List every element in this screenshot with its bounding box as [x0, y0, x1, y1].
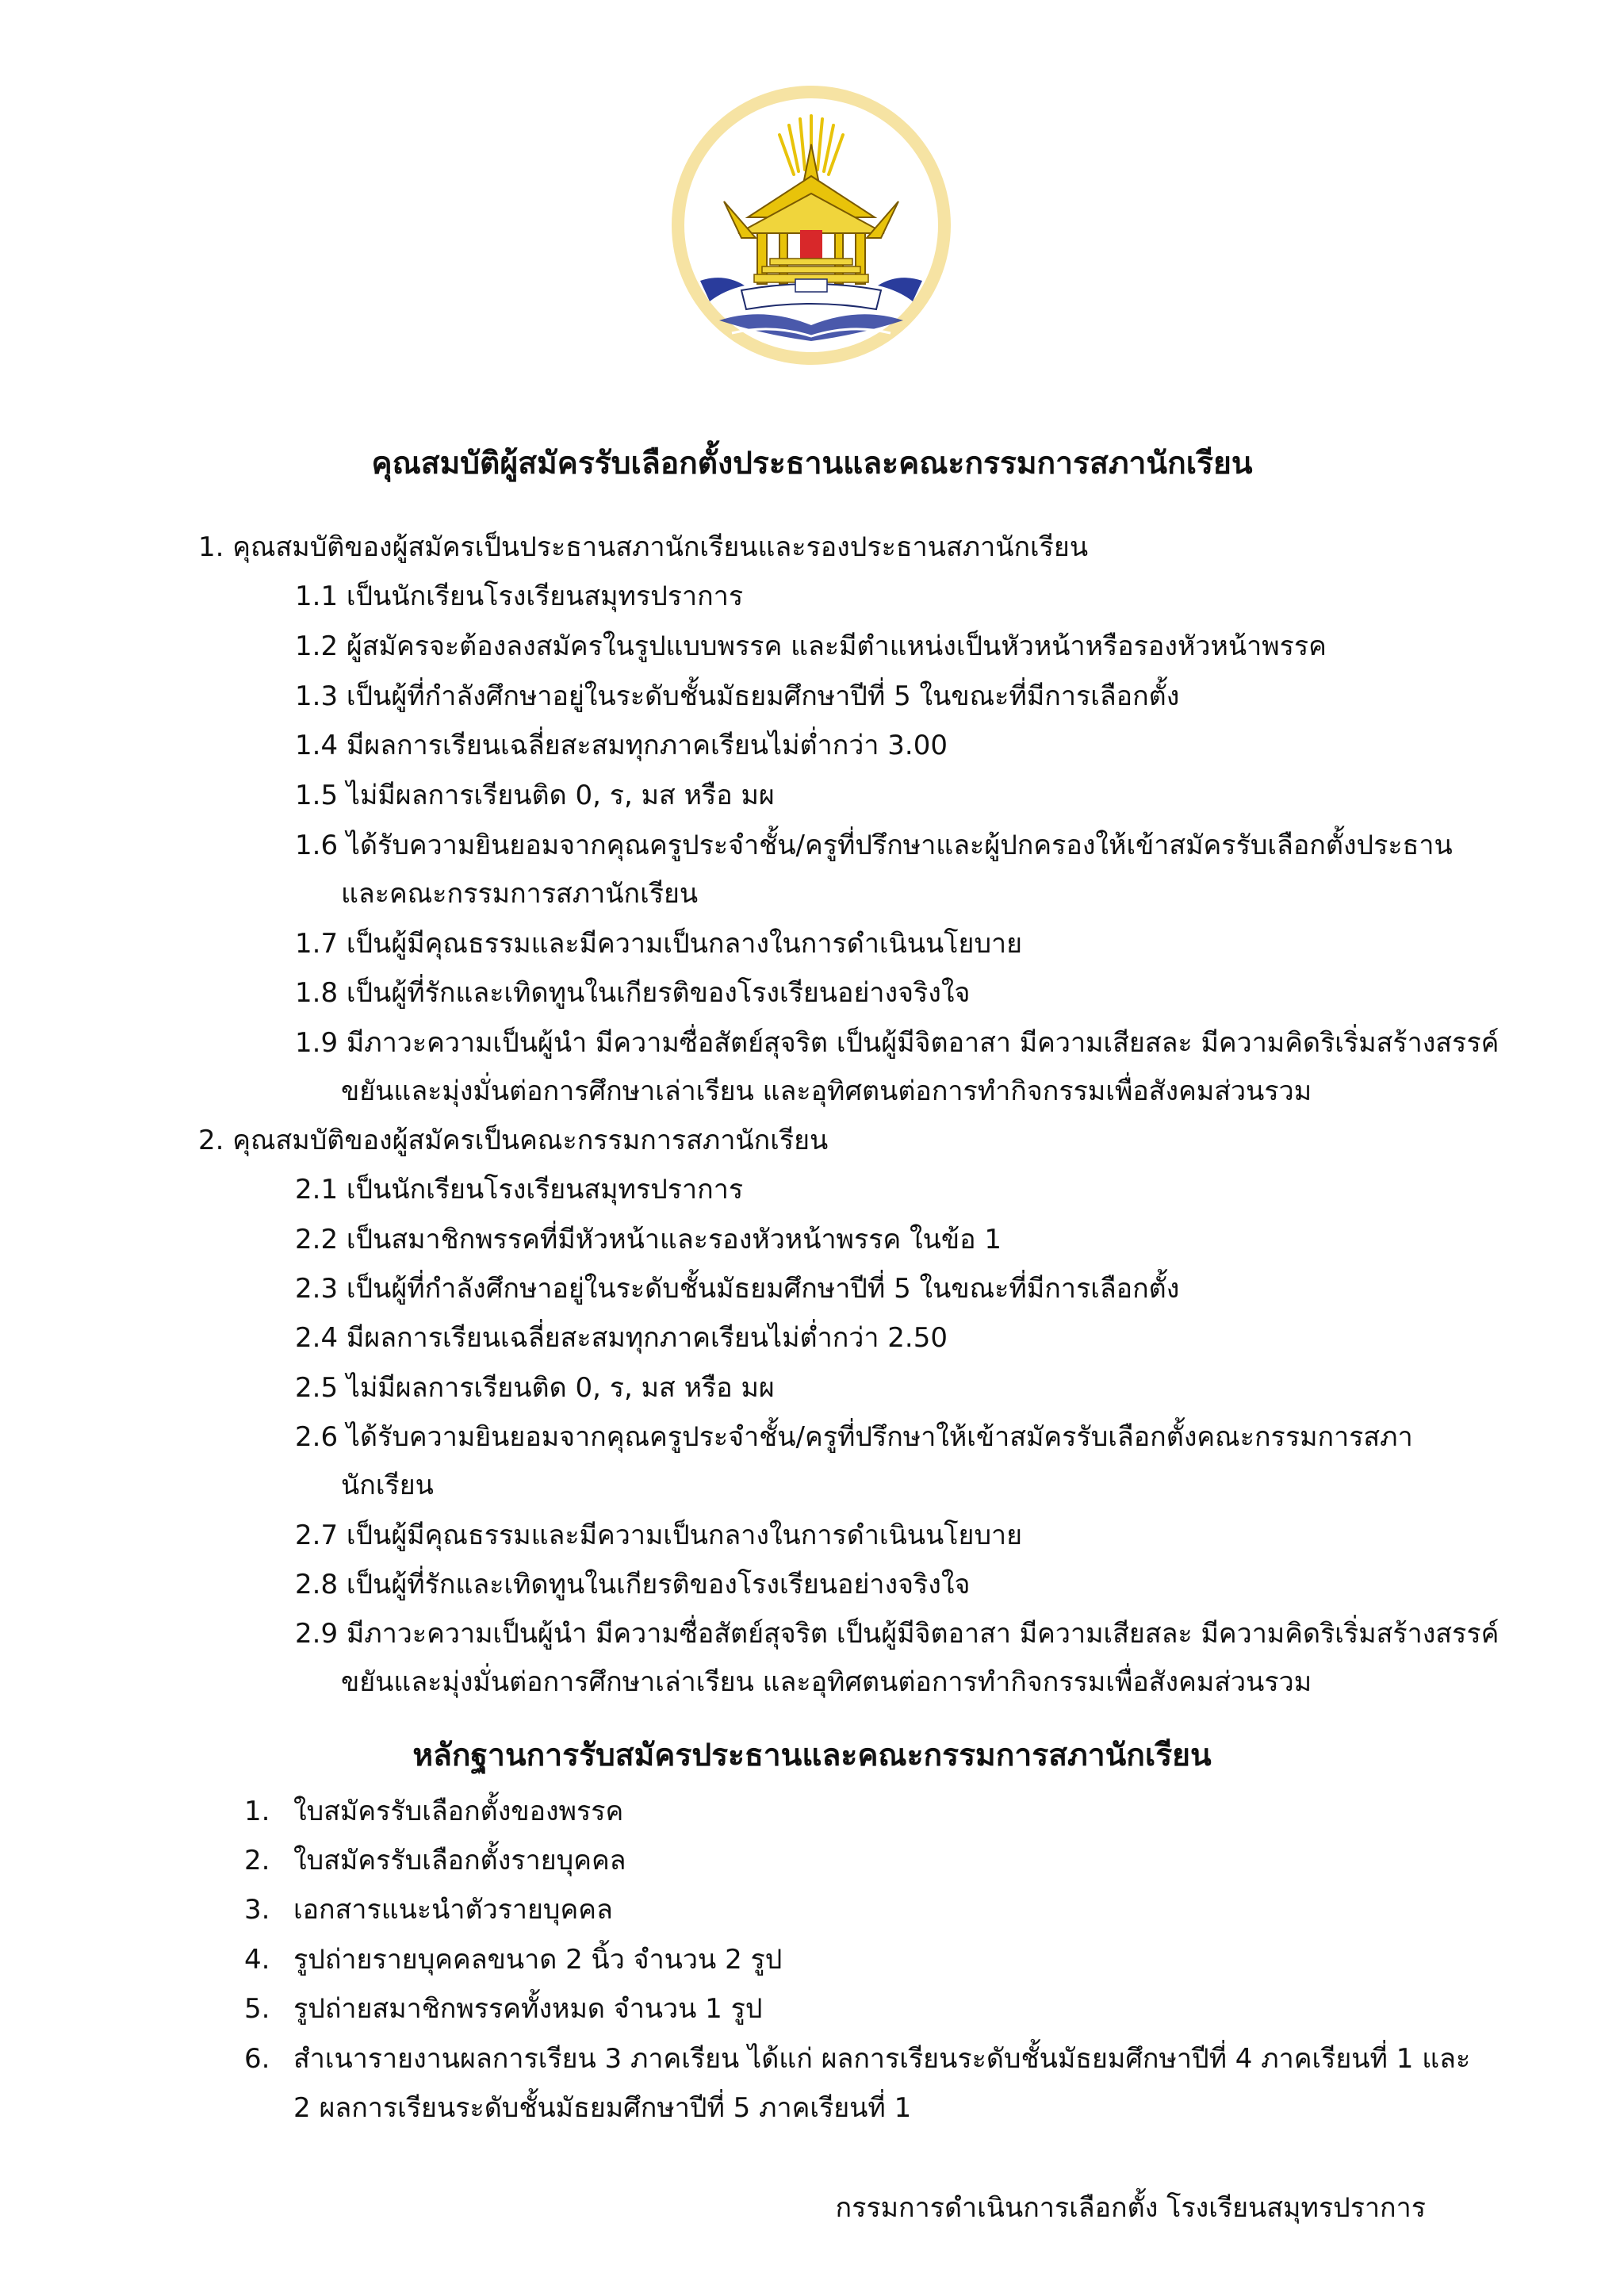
documents-item-1: [244, 1788, 623, 1835]
list-number: 6.: [244, 2043, 270, 2075]
part1-item-1-6-cont: และคณะกรรมการสภานักเรียน: [341, 878, 699, 910]
part2-item-2-6: 2.6 ได้รับความยินยอมจากคุณครูประจำชั้น/ครูที่ปรึกษาให้เข้าสมัครรับเลือกตั้งคณะกรรมการสภา: [295, 1421, 1413, 1453]
list-text: ใบสมัครรับเลือกตั้งรายบุคคล: [293, 1845, 626, 1876]
part2-item-2-4: 2.4 มีผลการเรียนเฉลี่ยสะสมทุกภาคเรียนไม่ต่ำกว่า 2.50: [295, 1322, 948, 1354]
documents-item-5: [244, 1985, 762, 2033]
part2-heading: 2. คุณสมบัติของผู้สมัครเป็นคณะกรรมการสภานักเรียน: [198, 1125, 829, 1156]
documents-item-4: [244, 1936, 782, 1984]
list-number: 1.: [244, 1796, 270, 1827]
part2-item-2-9-cont: ขยันและมุ่งมั่นต่อการศึกษาเล่าเรียน และอุทิศตนต่อการทำกิจกรรมเพื่อสังคมส่วนรวม: [341, 1666, 1312, 1698]
list-text: รูปถ่ายสมาชิกพรรคทั้งหมด จำนวน 1 รูป: [293, 1993, 763, 2025]
list-text: ใบสมัครรับเลือกตั้งของพรรค: [293, 1796, 624, 1827]
documents-item-2: [244, 1837, 626, 1884]
part1-item-1-3: 1.3 เป็นผู้ที่กำลังศึกษาอยู่ในระดับชั้นมัธยมศึกษาปีที่ 5 ในขณะที่มีการเลือกตั้ง: [295, 680, 1180, 712]
part2-item-2-5: 2.5 ไม่มีผลการเรียนติด 0, ร, มส หรือ มผ: [295, 1372, 775, 1404]
documents-item-3: [244, 1886, 613, 1934]
documents-title: หลักฐานการรับสมัครประธานและคณะกรรมการสภานักเรียน: [412, 1738, 1212, 1773]
part1-item-1-2: 1.2 ผู้สมัครจะต้องลงสมัครในรูปแบบพรรค และมีตำแหน่งเป็นหัวหน้าหรือรองหัวหน้าพรรค: [295, 631, 1327, 662]
list-number: 2.: [244, 1845, 270, 1876]
list-number: 4.: [244, 1944, 270, 1976]
part1-item-1-4: 1.4 มีผลการเรียนเฉลี่ยสะสมทุกภาคเรียนไม่ต่ำกว่า 3.00: [295, 730, 948, 761]
part1-item-1-9-cont: ขยันและมุ่งมั่นต่อการศึกษาเล่าเรียน และอุทิศตนต่อการทำกิจกรรมเพื่อสังคมส่วนรวม: [341, 1075, 1312, 1107]
part2-item-2-7: 2.7 เป็นผู้มีคุณธรรมและมีความเป็นกลางในการดำเนินนโยบาย: [295, 1520, 1023, 1551]
part1-item-1-8: 1.8 เป็นผู้ที่รักและเทิดทูนในเกียรติของโรงเรียนอย่างจริงใจ: [295, 977, 971, 1009]
list-number: 3.: [244, 1894, 270, 1926]
seal-graphic: [668, 82, 954, 368]
part1-item-1-9: 1.9 มีภาวะความเป็นผู้นำ มีความซื่อสัตย์สุจริต เป็นผู้มีจิตอาสา มีความเสียสละ มีความคิดริเริ่มสร้างสรรค์: [295, 1027, 1500, 1059]
part1-item-1-1: 1.1 เป็นนักเรียนโรงเรียนสมุทรปราการ: [295, 581, 744, 612]
part1-heading: 1. คุณสมบัติของผู้สมัครเป็นประธานสภานักเรียนและรองประธานสภานักเรียน: [198, 531, 1089, 563]
list-text: รูปถ่ายรายบุคคลขนาด 2 นิ้ว จำนวน 2 รูป: [293, 1944, 783, 1976]
part2-item-2-2: 2.2 เป็นสมาชิกพรรคที่มีหัวหน้าและรองหัวหน้าพรรค ในข้อ 1: [295, 1224, 1002, 1255]
part1-item-1-6: 1.6 ได้รับความยินยอมจากคุณครูประจำชั้น/ครูที่ปรึกษาและผู้ปกครองให้เข้าสมัครรับเลือกตั้งประธาน: [295, 830, 1453, 861]
part2-item-2-1: 2.1 เป็นนักเรียนโรงเรียนสมุทรปราการ: [295, 1174, 744, 1205]
documents-item-6-cont: 2 ผลการเรียนระดับชั้นมัธยมศึกษาปีที่ 5 ภาคเรียนที่ 1: [293, 2092, 912, 2124]
part1-item-1-5: 1.5 ไม่มีผลการเรียนติด 0, ร, มส หรือ มผ: [295, 780, 775, 811]
list-text: เอกสารแนะนำตัวรายบุคคล: [293, 1894, 613, 1926]
qualifications-title: คุณสมบัติผู้สมัครรับเลือกตั้งประธานและคณะกรรมการสภานักเรียน: [371, 446, 1253, 481]
part2-item-2-9: 2.9 มีภาวะความเป็นผู้นำ มีความซื่อสัตย์สุจริต เป็นผู้มีจิตอาสา มีความเสียสละ มีความคิดริเริ่มสร้างสรรค์: [295, 1618, 1500, 1650]
list-number: 5.: [244, 1993, 270, 2025]
part2-item-2-3: 2.3 เป็นผู้ที่กำลังศึกษาอยู่ในระดับชั้นมัธยมศึกษาปีที่ 5 ในขณะที่มีการเลือกตั้ง: [295, 1273, 1180, 1305]
part2-item-2-8: 2.8 เป็นผู้ที่รักและเทิดทูนในเกียรติของโรงเรียนอย่างจริงใจ: [295, 1569, 971, 1600]
student-council-logo: [668, 82, 954, 368]
part1-item-1-7: 1.7 เป็นผู้มีคุณธรรมและมีความเป็นกลางในการดำเนินนโยบาย: [295, 928, 1023, 960]
part2-item-2-6-cont: นักเรียน: [341, 1470, 434, 1501]
documents-item-6: [244, 2035, 1470, 2083]
list-text: สำเนารายงานผลการเรียน 3 ภาคเรียน ได้แก่ ผลการเรียนระดับชั้นมัธยมศึกษาปีที่ 4 ภาคเรียนที่ 1 และ: [293, 2043, 1471, 2075]
election-committee-signature: กรรมการดำเนินการเลือกตั้ง โรงเรียนสมุทรปราการ: [835, 2192, 1426, 2224]
